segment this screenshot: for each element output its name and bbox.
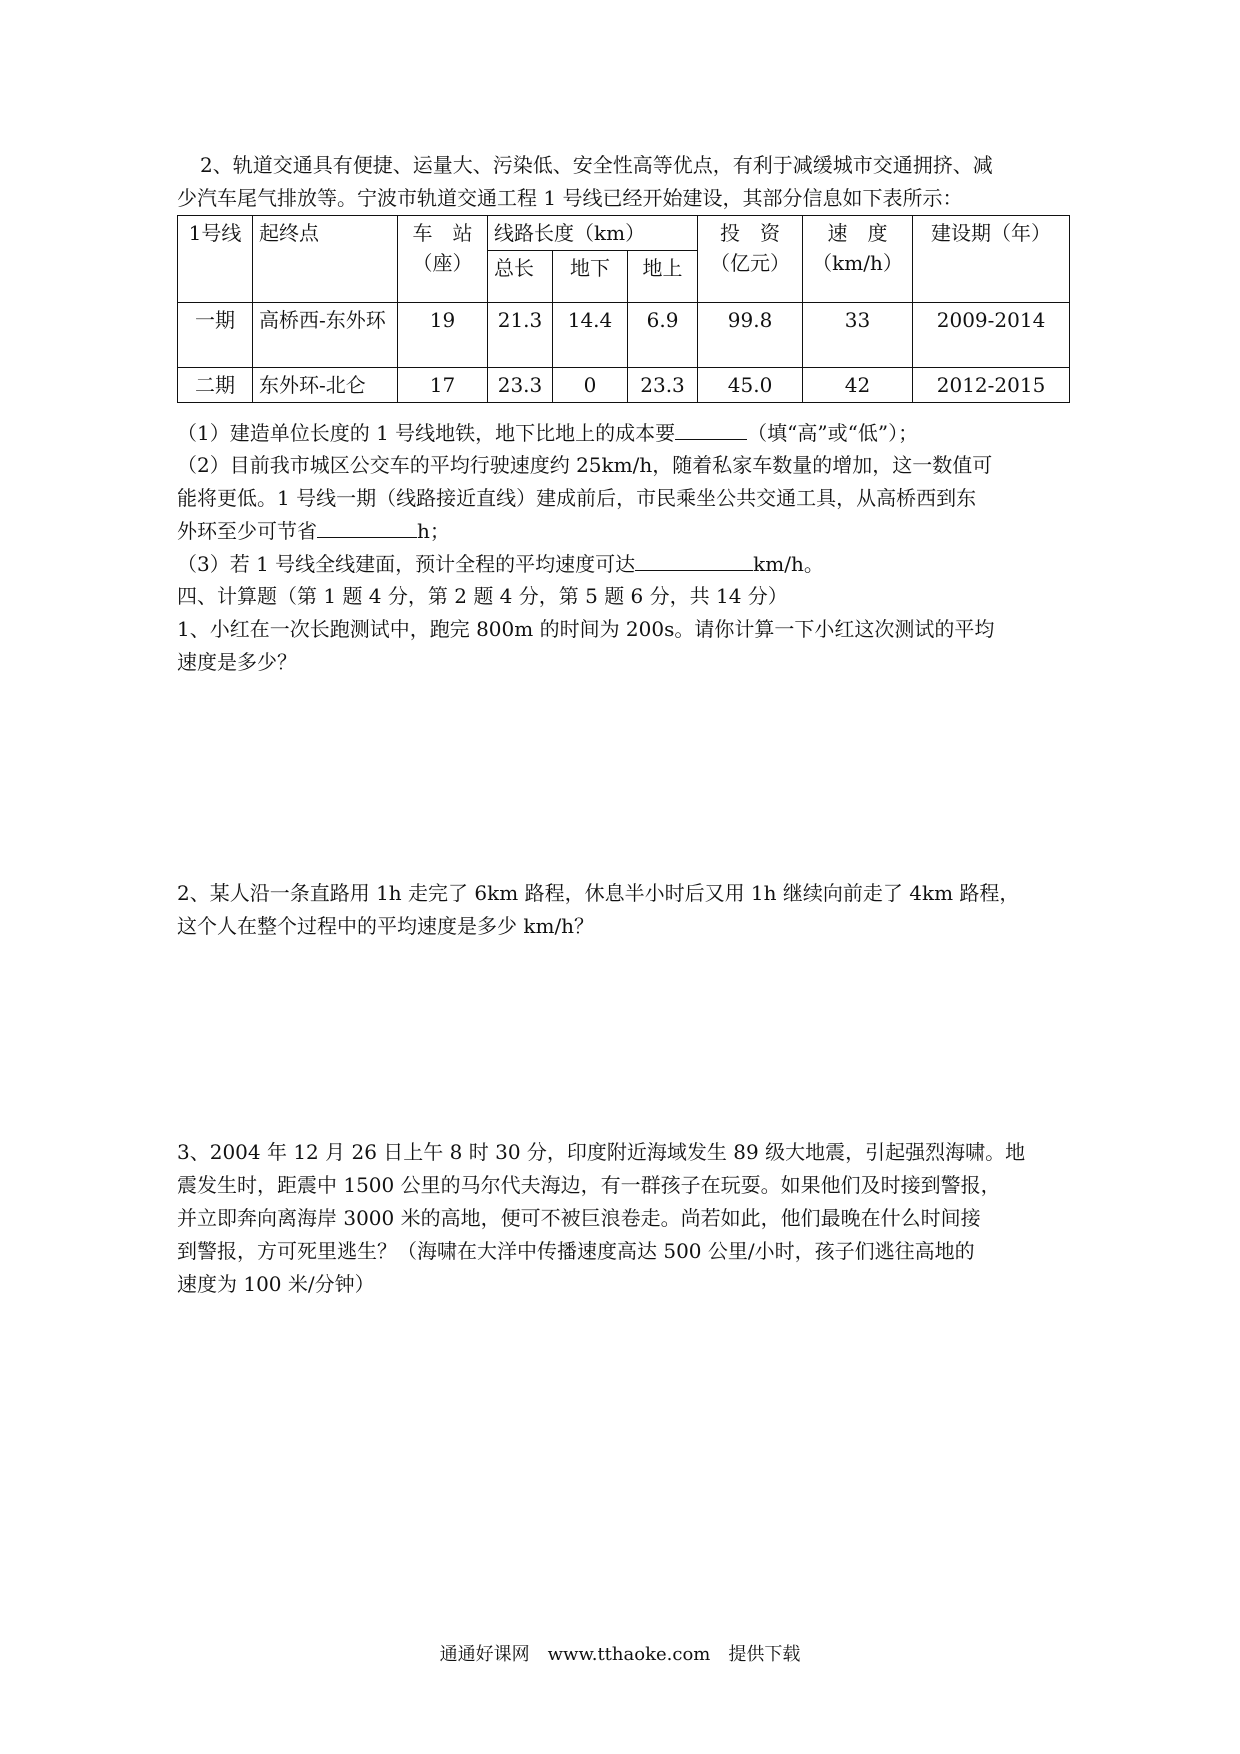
calc1-line2: 速度是多少？ [177,650,297,674]
answer-blank-1[interactable] [675,419,747,440]
header-line: 1号线 [178,216,253,303]
calc3-line5: 速度为 100 米/分钟） [177,1272,375,1296]
cell-speed: 42 [803,368,913,403]
header-investment: 投 资（亿元） [698,216,803,303]
subq2-unit: h； [417,519,450,543]
subq1-text: （1）建造单位长度的 1 号线地铁，地下比地上的成本要 [177,421,676,445]
cell-investment: 45.0 [698,368,803,403]
cell-stations: 19 [398,303,488,368]
cell-period: 2009-2014 [913,303,1070,368]
subq3-unit: km/h。 [753,552,824,576]
q2-intro-line2: 少汽车尾气排放等。宁波市轨道交通工程 1 号线已经开始建设，其部分信息如下表所示： [177,186,963,210]
subq2-text: 外环至少可节省 [177,519,317,543]
section-heading: 四、计算题（第 1 题 4 分，第 2 题 4 分，第 5 题 6 分，共 14 分） [177,584,788,608]
cell-endpoints: 东外环-北仑 [253,368,398,403]
header-length: 线路长度（km） [488,216,698,251]
subq1 [177,418,918,448]
answer-blank-3[interactable] [635,550,753,571]
cell-phase: 二期 [178,368,253,403]
cell-underground: 14.4 [553,303,628,368]
subq2-line1: （2）目前我市城区公交车的平均行驶速度约 25km/h，随着私家车数量的增加，这一数值可 [177,453,993,477]
header-speed: 速 度（km/h） [803,216,913,303]
cell-period: 2012-2015 [913,368,1070,403]
calc3-line2: 震发生时，距震中 1500 公里的马尔代夫海边，有一群孩子在玩耍。如果他们及时接到警报， [177,1173,1001,1197]
header-stations: 车 站（座） [398,216,488,303]
cell-underground: 0 [553,368,628,403]
calc3-line4: 到警报，方可死里逃生？（海啸在大洋中传播速度高达 500 公里/小时，孩子们逃往高地的 [177,1239,975,1263]
table-row [178,368,1070,403]
subq1-hint: （填“高”或“低”）； [747,421,919,445]
cell-stations: 17 [398,368,488,403]
q2-intro-line1: 2、轨道交通具有便捷、运量大、污染低、安全性高等优点，有利于减缓城市交通拥挤、减 [200,153,993,177]
calc3-line1: 3、2004 年 12 月 26 日上午 8 时 30 分，印度附近海域发生 89 级大地震，引起强烈海啸。地 [177,1140,1026,1164]
subq3 [177,549,824,579]
calc2-line1: 2、某人沿一条直路用 1h 走完了 6km 路程，休息半小时后又用 1h 继续向前走了 4km 路程， [177,881,1020,905]
header-ground: 地上 [628,251,698,303]
metro-info-table [177,215,1070,403]
cell-ground: 23.3 [628,368,698,403]
subq3-text: （3）若 1 号线全线建面，预计全程的平均速度可达 [177,552,636,576]
cell-ground: 6.9 [628,303,698,368]
answer-blank-2[interactable] [317,517,417,538]
cell-total: 21.3 [488,303,553,368]
header-total: 总长 [488,251,553,303]
footer-source: 通通好课网 www.tthaoke.com 提供下载 [439,1644,801,1665]
calc2-line2: 这个人在整个过程中的平均速度是多少 km/h？ [177,914,595,938]
cell-speed: 33 [803,303,913,368]
subq2-line3 [177,516,450,546]
subq2-line2: 能将更低。1 号线一期（线路接近直线）建成前后，市民乘坐公共交通工具，从高桥西到东 [177,486,977,510]
header-endpoints: 起终点 [253,216,398,303]
header-underground: 地下 [553,251,628,303]
cell-endpoints: 高桥西-东外环 [253,303,398,368]
calc3-line3: 并立即奔向离海岸 3000 米的高地，便可不被巨浪卷走。尚若如此，他们最晚在什么时间接 [177,1206,981,1230]
table-row [178,303,1070,368]
cell-investment: 99.8 [698,303,803,368]
calc1-line1: 1、小红在一次长跑测试中，跑完 800m 的时间为 200s。请你计算一下小红这次测试的平均 [177,617,995,641]
cell-phase: 一期 [178,303,253,368]
header-period: 建设期（年） [913,216,1070,303]
cell-total: 23.3 [488,368,553,403]
